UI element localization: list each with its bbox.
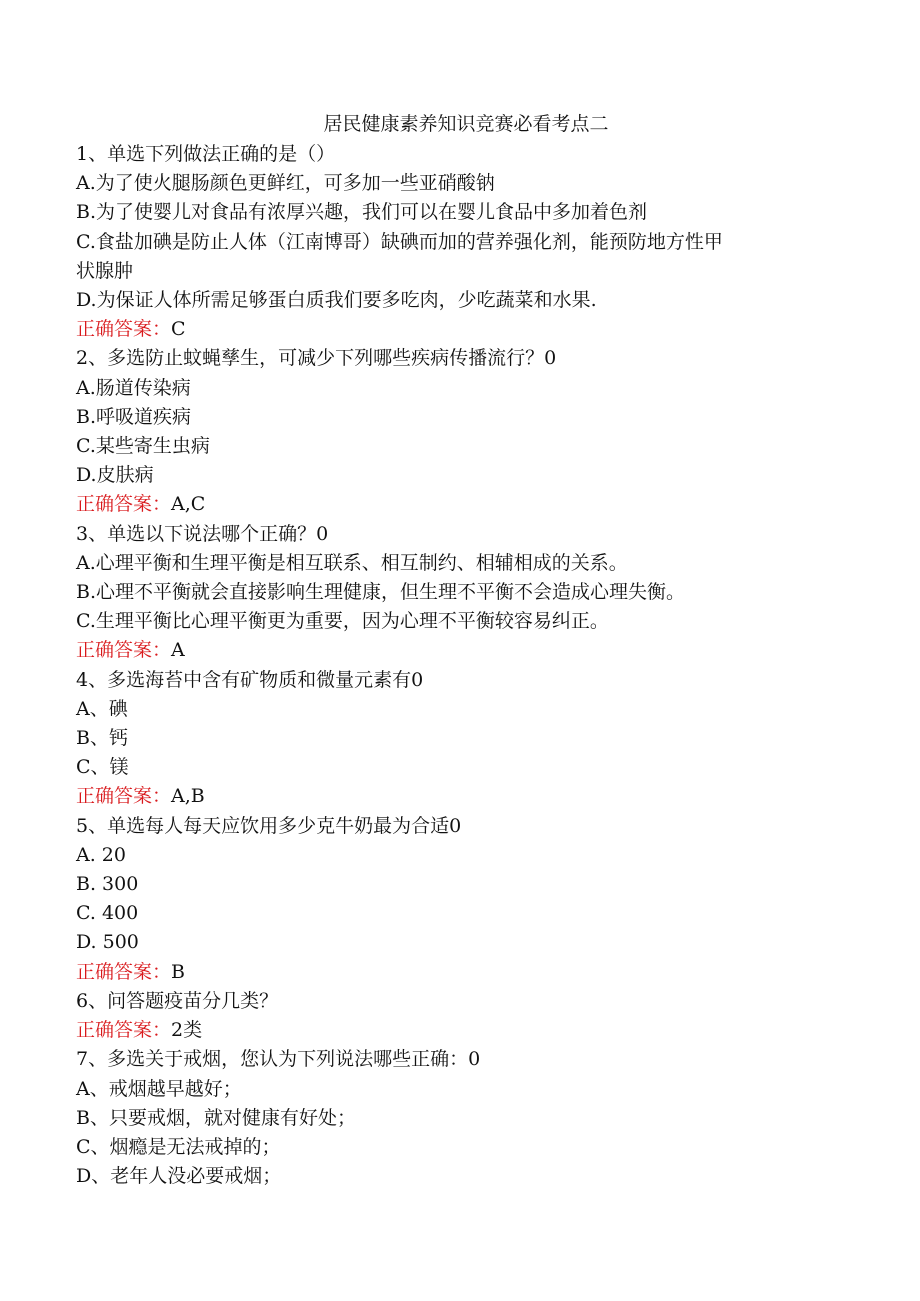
answer-value: C bbox=[171, 318, 186, 341]
question-option: 状腺肿 bbox=[76, 259, 134, 282]
question-stem: 7、多选关于戒烟，您认为下列说法哪些正确：0 bbox=[76, 1048, 481, 1071]
question-option: C、烟瘾是无法戒掉的； bbox=[76, 1135, 281, 1158]
question-stem: 6、问答题疫苗分几类？ bbox=[76, 989, 279, 1012]
question-option: A. 20 bbox=[76, 843, 126, 866]
question-stem: 1、单选下列做法正确的是（） bbox=[76, 143, 336, 165]
answer-line bbox=[76, 782, 816, 811]
answer-line bbox=[76, 315, 816, 344]
question-block bbox=[76, 1045, 816, 1191]
question-stem: 5、单选每人每天应饮用多少克牛奶最为合适0 bbox=[76, 814, 462, 837]
question-option: A.心理平衡和生理平衡是相互联系、相互制约、相辅相成的关系。 bbox=[76, 551, 628, 574]
question-option: D.皮肤病 bbox=[76, 464, 154, 487]
question-block bbox=[76, 987, 816, 1045]
answer-value: A,C bbox=[171, 493, 206, 516]
question-stem: 3、单选以下说法哪个正确？0 bbox=[76, 522, 329, 545]
question-option: C.某些寄生虫病 bbox=[76, 435, 210, 458]
question-option: A.肠道传染病 bbox=[76, 376, 191, 399]
question-stem: 4、多选海苔中含有矿物质和微量元素有0 bbox=[76, 668, 424, 691]
answer-line bbox=[76, 958, 816, 987]
question-option: D. 500 bbox=[76, 931, 139, 954]
answer-value: A bbox=[171, 639, 185, 662]
answer-value: A,B bbox=[171, 785, 205, 808]
question-option: B.为了使婴儿对食品有浓厚兴趣，我们可以在婴儿食品中多加着色剂 bbox=[76, 201, 648, 224]
question-option: D.为保证人体所需足够蛋白质我们要多吃肉，少吃蔬菜和水果. bbox=[76, 289, 597, 312]
answer-label: 正确答案： bbox=[76, 493, 172, 516]
question-option: B.心理不平衡就会直接影响生理健康，但生理不平衡不会造成心理失衡。 bbox=[76, 581, 686, 604]
question-block bbox=[76, 666, 816, 812]
question-option: B. 300 bbox=[76, 873, 139, 896]
question-option: B.呼吸道疾病 bbox=[76, 405, 192, 428]
answer-label: 正确答案： bbox=[76, 639, 172, 662]
question-option: A、碘 bbox=[76, 697, 128, 720]
answer-label: 正确答案： bbox=[76, 1019, 172, 1042]
question-stem: 2、多选防止蚊蝇孳生，可减少下列哪些疾病传播流行？0 bbox=[76, 347, 557, 370]
answer-line bbox=[76, 636, 816, 665]
question-option: C.食盐加碘是防止人体（江南博哥）缺碘而加的营养强化剂，能预防地方性甲 bbox=[76, 230, 723, 253]
question-block bbox=[76, 140, 816, 344]
question-option: D、老年人没必要戒烟； bbox=[76, 1165, 282, 1188]
answer-label: 正确答案： bbox=[76, 785, 172, 808]
question-option: A、戒烟越早越好； bbox=[76, 1077, 242, 1100]
answer-value: 2类 bbox=[171, 1019, 203, 1042]
question-option: C、镁 bbox=[76, 756, 129, 779]
answer-value: B bbox=[171, 960, 185, 983]
question-option: B、只要戒烟，就对健康有好处； bbox=[76, 1106, 356, 1129]
question-option: A.为了使火腿肠颜色更鲜红，可多加一些亚硝酸钠 bbox=[76, 172, 495, 195]
question-option: C. 400 bbox=[76, 902, 139, 925]
question-block bbox=[76, 812, 816, 987]
answer-label: 正确答案： bbox=[76, 960, 172, 983]
question-list bbox=[76, 140, 816, 1191]
question-block bbox=[76, 520, 816, 666]
question-option: B、钙 bbox=[76, 727, 128, 750]
question-option: C.生理平衡比心理平衡更为重要，因为心理不平衡较容易纠正。 bbox=[76, 610, 609, 633]
question-block bbox=[76, 344, 816, 519]
answer-line bbox=[76, 1016, 816, 1045]
answer-line bbox=[76, 490, 816, 519]
answer-label: 正确答案： bbox=[76, 318, 172, 341]
document-title: 居民健康素养知识竞赛必看考点二 bbox=[323, 113, 609, 135]
